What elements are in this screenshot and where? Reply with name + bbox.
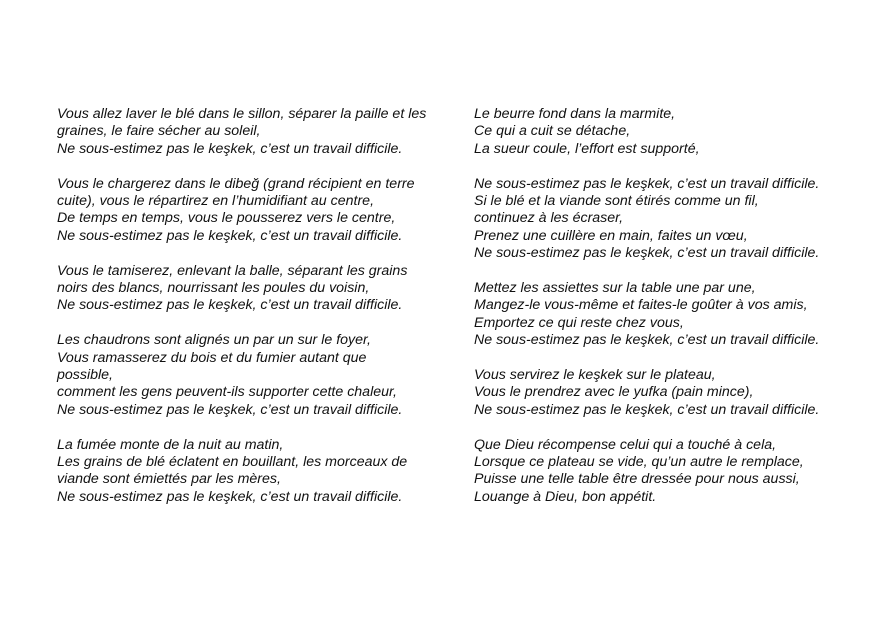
verse-line: Ne sous-estimez pas le keşkek, c’est un travail difficile. bbox=[474, 175, 820, 192]
verse-line: Vous le tamiserez, enlevant la balle, séparant les grains bbox=[57, 262, 408, 279]
verse-line: Que Dieu récompense celui qui a touché à cela, bbox=[474, 436, 777, 453]
verse-line: Emportez ce qui reste chez vous, bbox=[474, 314, 684, 331]
verse-line: Ne sous-estimez pas le keşkek, c’est un travail difficile. bbox=[57, 297, 403, 314]
stanza bbox=[474, 176, 874, 263]
left-column bbox=[57, 106, 457, 524]
verse-line: Vous le chargerez dans le dibeğ (grand récipient en terre bbox=[57, 175, 415, 192]
verse-line: Ne sous-estimez pas le keşkek, c’est un travail difficile. bbox=[57, 227, 403, 244]
stanza bbox=[474, 367, 874, 419]
verse-line: viande sont émiettés par les mères, bbox=[57, 471, 281, 488]
stanza bbox=[474, 106, 874, 158]
verse-line: Si le blé et la viande sont étirés comme un fil, bbox=[474, 193, 759, 210]
verse-line: Les chaudrons sont alignés un par un sur le foyer, bbox=[57, 332, 371, 349]
verse-line: Ne sous-estimez pas le keşkek, c’est un travail difficile. bbox=[474, 245, 820, 262]
verse-line: Prenez une cuillère en main, faites un vœu, bbox=[474, 227, 748, 244]
stanza bbox=[57, 437, 457, 507]
verse-line: continuez à les écraser, bbox=[474, 210, 624, 227]
verse-line: Louange à Dieu, bon appétit. bbox=[474, 488, 657, 505]
stanza bbox=[474, 437, 874, 507]
stanza bbox=[57, 106, 457, 158]
verse-line: Ne sous-estimez pas le keşkek, c’est un travail difficile. bbox=[474, 332, 820, 349]
right-column bbox=[474, 106, 874, 524]
verse-line: Ne sous-estimez pas le keşkek, c’est un travail difficile. bbox=[57, 488, 403, 505]
verse-line: Le beurre fond dans la marmite, bbox=[474, 106, 676, 122]
verse-line: cuite), vous le répartirez en l’humidifiant au centre, bbox=[57, 193, 375, 210]
verse-line: noirs des blancs, nourrissant les poules du voisin, bbox=[57, 280, 370, 297]
verse-line: Ne sous-estimez pas le keşkek, c’est un travail difficile. bbox=[474, 401, 820, 418]
verse-line: Ne sous-estimez pas le keşkek, c’est un travail difficile. bbox=[57, 401, 403, 418]
stanza bbox=[57, 332, 457, 419]
verse-line: Puisse une telle table être dressée pour nous aussi, bbox=[474, 471, 800, 488]
verse-line: Vous ramasserez du bois et du fumier autant que bbox=[57, 349, 367, 366]
verse-line: Ne sous-estimez pas le keşkek, c’est un travail difficile. bbox=[57, 140, 403, 157]
verse-line: Lorsque ce plateau se vide, qu’un autre le remplace, bbox=[474, 454, 804, 471]
verse-line: Mangez-le vous-même et faites-le goûter à vos amis, bbox=[474, 297, 808, 314]
verse-line: possible, bbox=[57, 367, 113, 384]
stanza bbox=[474, 280, 874, 350]
verse-line: Mettez les assiettes sur la table une par une, bbox=[474, 280, 756, 297]
verse-line: Ce qui a cuit se détache, bbox=[474, 123, 631, 140]
verse-line: Vous servirez le keşkek sur le plateau, bbox=[474, 367, 716, 384]
verse-line: graines, le faire sécher au soleil, bbox=[57, 123, 261, 140]
stanza bbox=[57, 176, 457, 246]
verse-line: comment les gens peuvent-ils supporter cette chaleur, bbox=[57, 384, 397, 401]
verse-line: La sueur coule, l’effort est supporté, bbox=[474, 140, 700, 157]
verse-line: La fumée monte de la nuit au matin, bbox=[57, 436, 284, 453]
verse-line: De temps en temps, vous le pousserez vers le centre, bbox=[57, 210, 396, 227]
verse-line: Vous allez laver le blé dans le sillon, séparer la paille et les bbox=[57, 106, 427, 122]
verse-line: Vous le prendrez avec le yufka (pain mince), bbox=[474, 384, 754, 401]
verse-line: Les grains de blé éclatent en bouillant, les morceaux de bbox=[57, 454, 408, 471]
stanza bbox=[57, 263, 457, 315]
